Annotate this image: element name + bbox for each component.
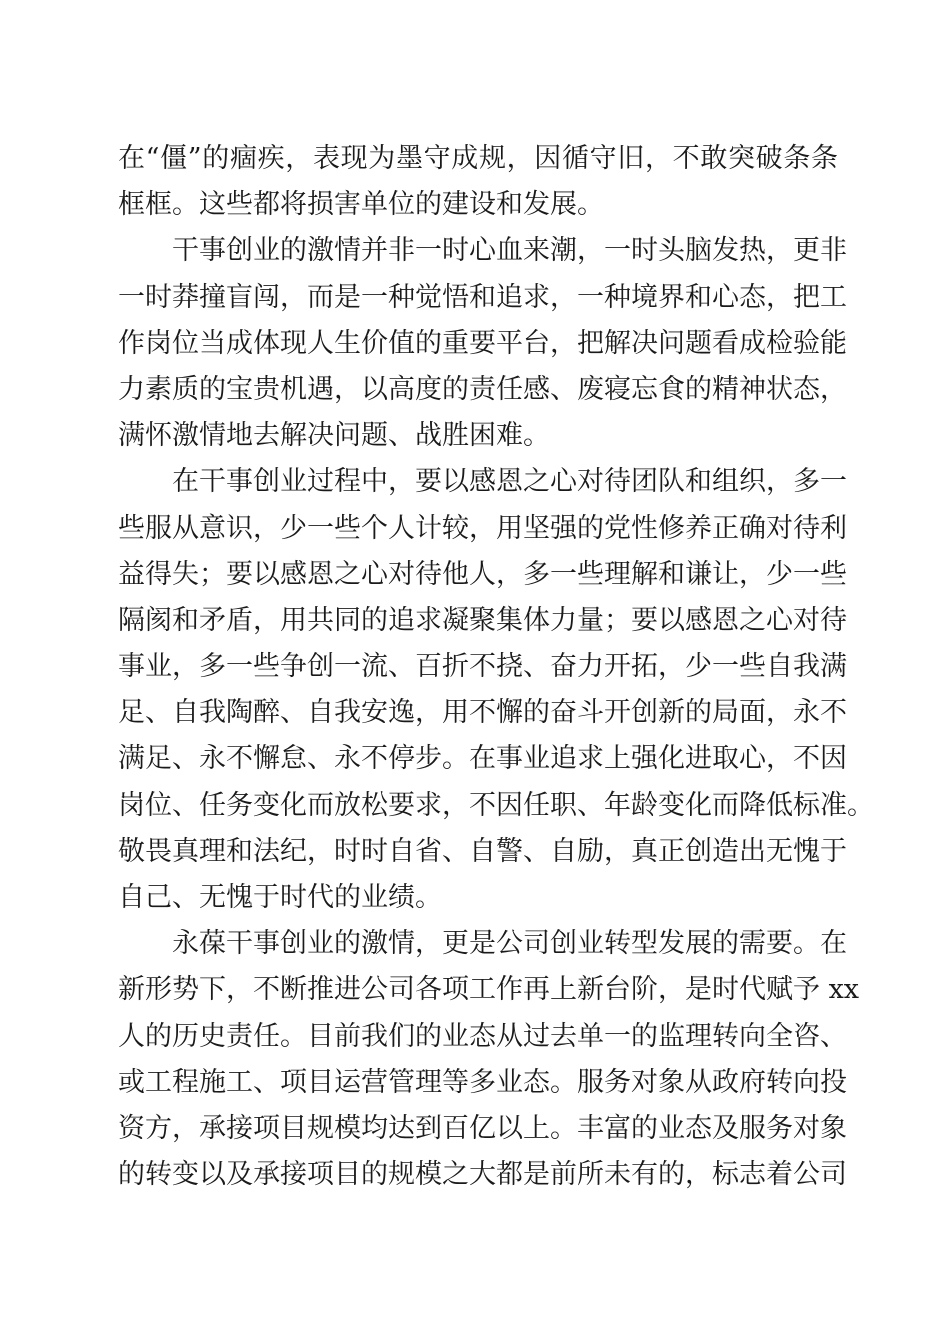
text-line: 满足、永不懈怠、永不停步。在事业追求上强化进取心，不因 bbox=[118, 743, 847, 775]
text-line: 益得失；要以感恩之心对待他人，多一些理解和谦让，少一些 bbox=[118, 558, 847, 590]
text-line: 资方，承接项目规模均达到百亿以上。丰富的业态及服务对象 bbox=[118, 1112, 847, 1144]
text-line: 在干事创业过程中，要以感恩之心对待团队和组织，多一 bbox=[172, 466, 847, 498]
text-line: 事业，多一些争创一流、百折不挠、奋力开拓，少一些自我满 bbox=[118, 651, 847, 683]
text-line: 敬畏真理和法纪，时时自省、自警、自励，真正创造出无愧于 bbox=[118, 835, 847, 867]
text-line: 新形势下，不断推进公司各项工作再上新台阶，是时代赋予 xx bbox=[118, 974, 860, 1006]
text-line: 人的历史责任。目前我们的业态从过去单一的监理转向全咨、 bbox=[118, 1020, 847, 1052]
text-line: 在“僵”的痼疾，表现为墨守成规，因循守旧，不敢突破条条 bbox=[118, 143, 838, 174]
text-line: 满怀激情地去解决问题、战胜困难。 bbox=[118, 420, 550, 452]
text-line: 的转变以及承接项目的规模之大都是前所未有的，标志着公司 bbox=[118, 1159, 847, 1191]
text-line: 足、自我陶醉、自我安逸，用不懈的奋斗开创新的局面，永不 bbox=[118, 697, 847, 729]
text-line: 隔阂和矛盾，用共同的追求凝聚集体力量；要以感恩之心对待 bbox=[118, 604, 847, 636]
text-line: 永葆干事创业的激情，更是公司创业转型发展的需要。在 bbox=[172, 928, 847, 960]
text-line: 干事创业的激情并非一时心血来潮，一时头脑发热，更非 bbox=[172, 235, 847, 267]
text-line: 力素质的宝贵机遇，以高度的责任感、废寝忘食的精神状态， bbox=[118, 373, 847, 405]
text-line: 一时莽撞盲闯，而是一种觉悟和追求，一种境界和心态，把工 bbox=[118, 281, 847, 313]
document-body bbox=[118, 136, 874, 1198]
text-line: 或工程施工、项目运营管理等多业态。服务对象从政府转向投 bbox=[118, 1066, 847, 1098]
text-line: 作岗位当成体现人生价值的重要平台，把解决问题看成检验能 bbox=[118, 327, 847, 359]
text-line: 岗位、任务变化而放松要求，不因任职、年龄变化而降低标准。 bbox=[118, 789, 874, 821]
text-line: 些服从意识，少一些个人计较，用坚强的党性修养正确对待利 bbox=[118, 512, 847, 544]
text-line: 自己、无愧于时代的业绩。 bbox=[118, 882, 442, 913]
text-line: 框框。这些都将损害单位的建设和发展。 bbox=[118, 189, 604, 221]
